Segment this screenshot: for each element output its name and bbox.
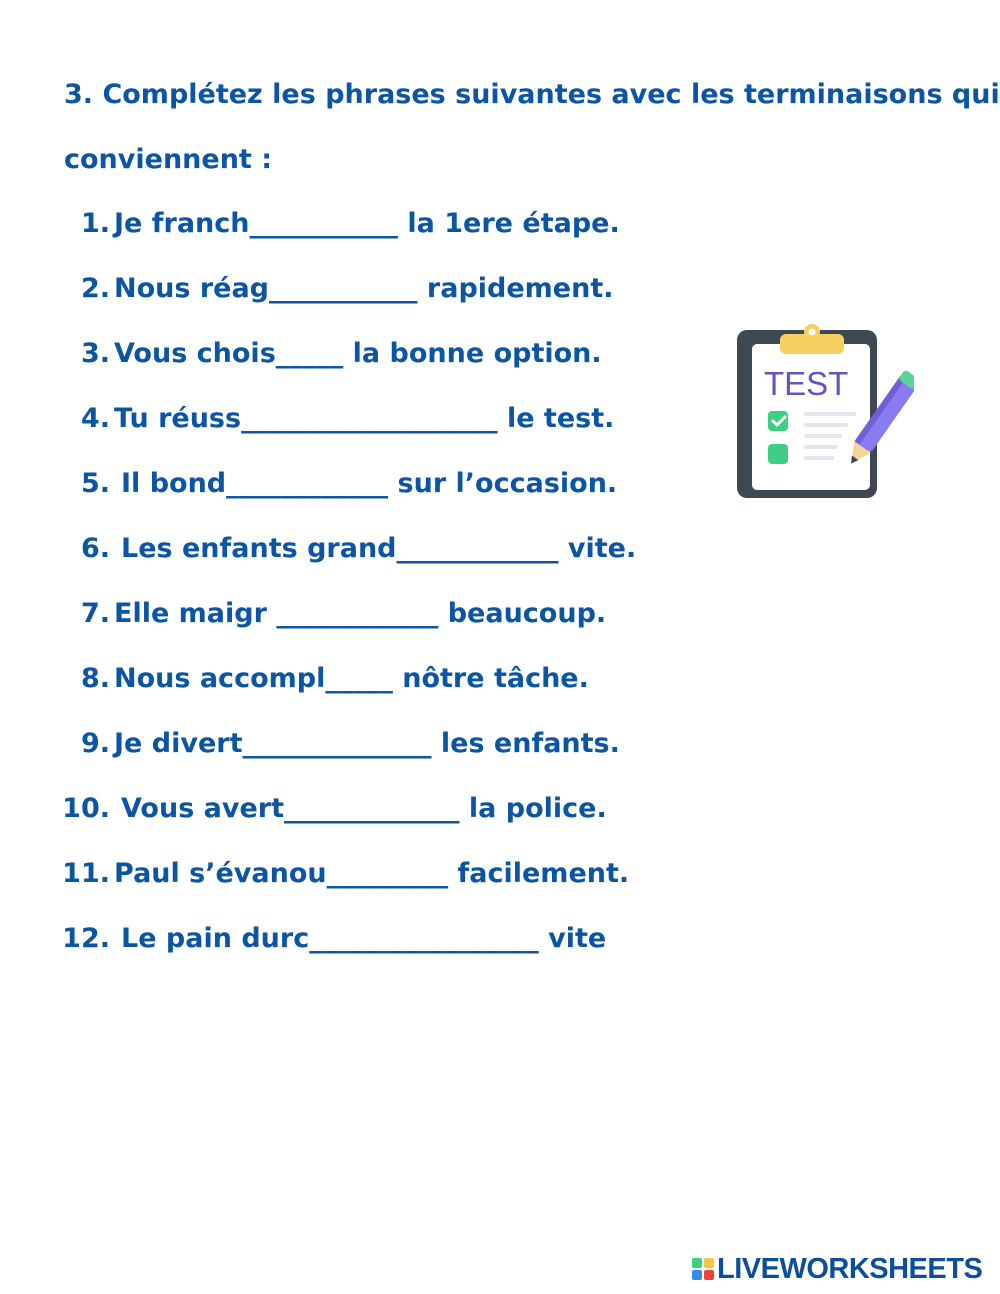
clipboard-label: TEST <box>764 365 849 402</box>
instruction-line-1: 3. Complétez les phrases suivantes avec les terminaisons qui <box>64 79 1000 110</box>
item-number: 12. <box>62 923 110 954</box>
item-sentence: Je divert______________ les enfants. <box>114 728 620 759</box>
liveworksheets-logo-icon <box>692 1258 714 1280</box>
item-number: 1. <box>80 208 110 239</box>
item-number: 3. <box>80 338 110 369</box>
liveworksheets-footer <box>692 1253 982 1285</box>
item-number: 6. <box>80 533 110 564</box>
brand-name: LIVEWORKSHEETS <box>717 1253 983 1285</box>
item-number: 5. <box>80 468 110 499</box>
clipboard-test-icon <box>734 322 914 502</box>
item-number: 2. <box>80 273 110 304</box>
item-sentence: Je franch___________ la 1ere étape. <box>114 208 620 239</box>
item-sentence: Il bond____________ sur l’occasion. <box>121 468 618 499</box>
item-number: 9. <box>80 728 110 759</box>
item-number: 10. <box>62 793 110 824</box>
item-sentence: Nous réag___________ rapidement. <box>114 273 614 304</box>
item-sentence: Vous chois_____ la bonne option. <box>114 338 602 369</box>
item-sentence: Paul s’évanou_________ facilement. <box>114 858 630 889</box>
item-number: 8. <box>80 663 110 694</box>
clipboard-test-graphic <box>734 322 914 502</box>
item-number: 4. <box>80 403 110 434</box>
item-sentence: Elle maigr ____________ beaucoup. <box>114 598 607 629</box>
instruction-line-2: conviennent : <box>64 144 273 175</box>
item-number: 11. <box>62 858 110 889</box>
item-sentence: Le pain durc_________________ vite <box>121 923 607 954</box>
item-number: 7. <box>80 598 110 629</box>
item-sentence: Les enfants grand____________ vite. <box>121 533 637 564</box>
item-sentence: Nous accompl_____ nôtre tâche. <box>114 663 589 694</box>
item-sentence: Vous avert_____________ la police. <box>121 793 607 824</box>
item-sentence: Tu réuss___________________ le test. <box>114 403 615 434</box>
